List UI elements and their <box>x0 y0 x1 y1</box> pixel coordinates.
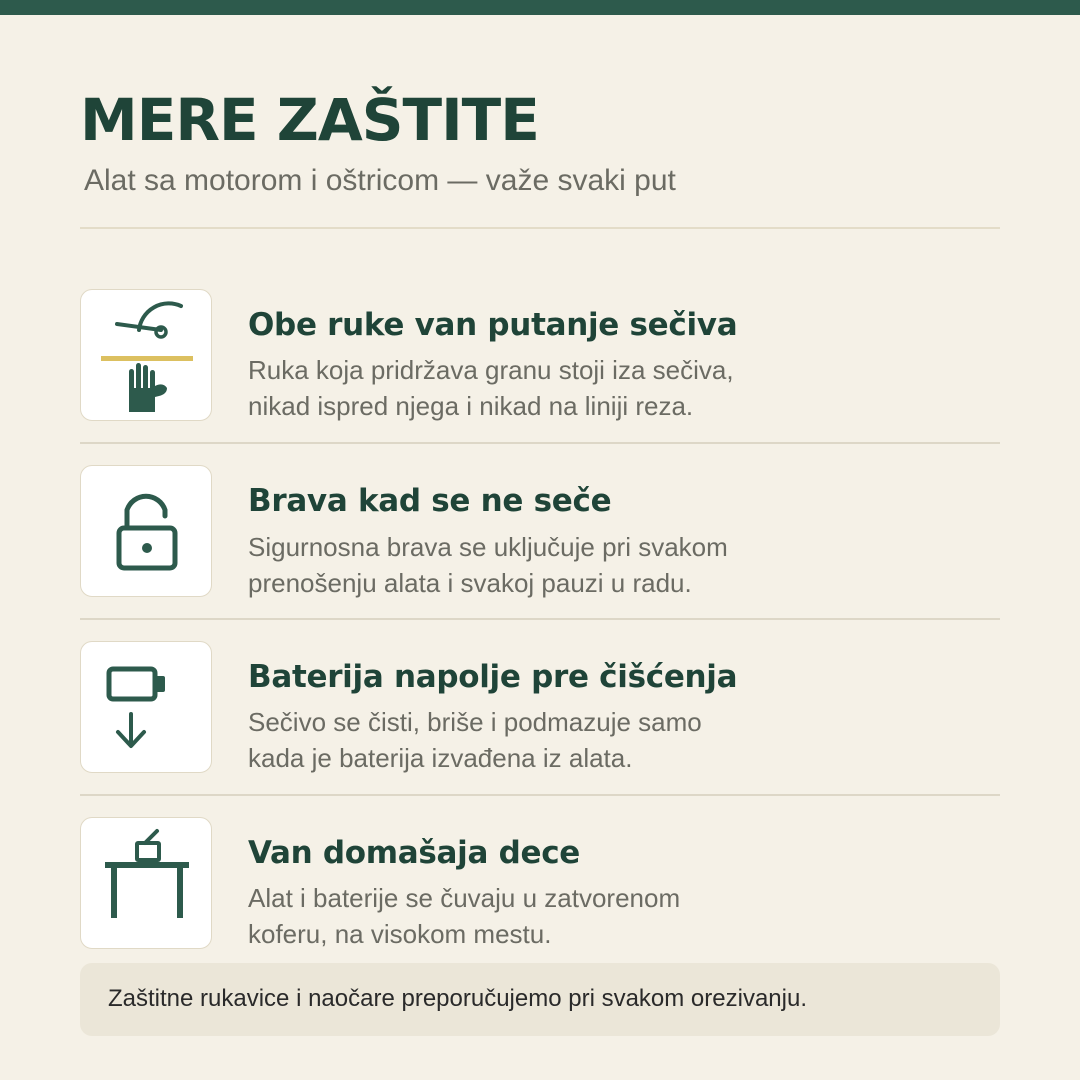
item-title: Obe ruke van putanje sečiva <box>248 307 738 343</box>
page-subtitle: Alat sa motorom i oštricom — važe svaki put <box>84 164 676 197</box>
item-description-line: Sigurnosna brava se uključuje pri svakom <box>248 532 728 562</box>
item-description <box>248 704 808 776</box>
padlock-icon-card <box>80 465 212 597</box>
item-title: Van domašaja dece <box>248 835 581 871</box>
item-divider <box>80 442 1000 444</box>
item-description-line: Ruka koja pridržava granu stoji iza sečiva, <box>248 355 734 385</box>
item-description-line: kada je baterija izvađena iz alata. <box>248 743 633 773</box>
footer-note: Zaštitne rukavice i naočare preporučujemo pri svakom orezivanju. <box>108 985 807 1012</box>
top-accent-bar <box>0 0 1080 15</box>
item-description <box>248 352 808 424</box>
padlock-icon <box>81 466 213 598</box>
item-description <box>248 529 808 601</box>
item-description <box>248 880 808 952</box>
high-shelf-icon <box>81 818 213 950</box>
item-description-line: Alat i baterije se čuvaju u zatvorenom <box>248 883 681 913</box>
hand-blade-icon-card <box>80 289 212 421</box>
battery-remove-icon-card <box>80 641 212 773</box>
page-title: MERE ZAŠTITE <box>80 86 539 154</box>
header-divider <box>80 227 1000 229</box>
footer-note-box <box>80 963 1000 1036</box>
item-description-line: koferu, na visokom mestu. <box>248 919 552 949</box>
item-description-line: Sečivo se čisti, briše i podmazuje samo <box>248 707 702 737</box>
item-description-line: nikad ispred njega i nikad na liniji reza. <box>248 391 694 421</box>
battery-remove-icon <box>81 642 213 774</box>
item-divider <box>80 618 1000 620</box>
item-divider <box>80 794 1000 796</box>
item-title: Baterija napolje pre čišćenja <box>248 659 738 695</box>
item-title: Brava kad se ne seče <box>248 483 612 519</box>
item-description-line: prenošenju alata i svakoj pauzi u radu. <box>248 568 692 598</box>
hand-blade-icon <box>81 290 213 422</box>
high-shelf-icon-card <box>80 817 212 949</box>
